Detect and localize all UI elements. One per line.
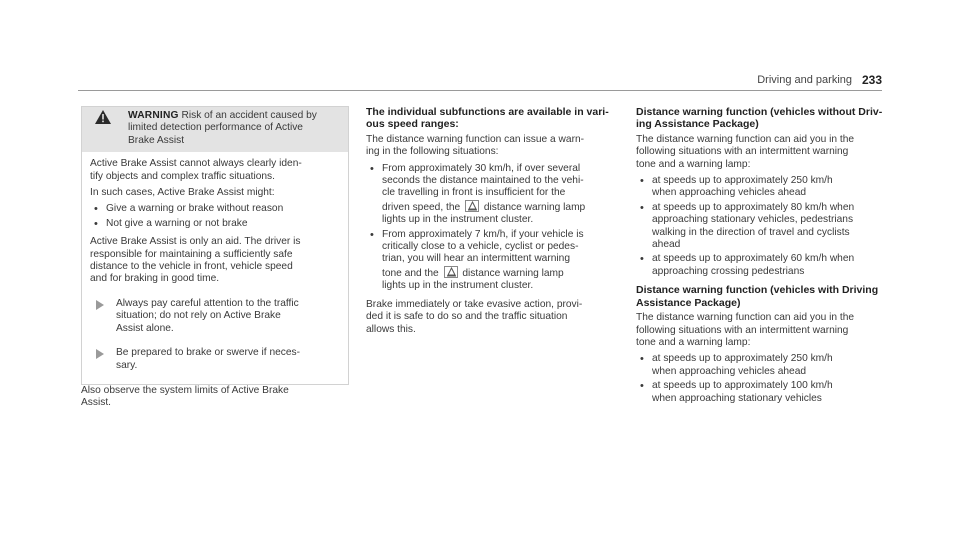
page-number: 233 bbox=[861, 73, 882, 87]
text-line: Distance warning function (vehicles without Driv- bbox=[636, 106, 883, 118]
text-line: Active Brake Assist cannot always clearly iden- bbox=[90, 158, 302, 170]
column-1 bbox=[81, 106, 349, 414]
text-line: at speeds up to approximately 250 km/h bbox=[652, 353, 833, 365]
text-line: Active Brake Assist is only an aid. The driver is bbox=[90, 236, 301, 248]
warning-paragraph bbox=[90, 158, 340, 183]
text-line: at speeds up to approximately 60 km/h when bbox=[652, 253, 855, 265]
text-line: when approaching stationary vehicles bbox=[652, 392, 822, 404]
system-limits-note bbox=[81, 385, 349, 410]
warning-bullet-list bbox=[90, 203, 340, 230]
text-line: lights up in the instrument cluster. bbox=[382, 280, 534, 292]
text-line: ing Assistance Package) bbox=[636, 118, 759, 131]
intro-paragraph bbox=[636, 312, 894, 349]
list-item bbox=[636, 380, 894, 405]
text-line: From approximately 30 km/h, if over several bbox=[382, 162, 581, 174]
arrow-right-icon bbox=[96, 349, 104, 359]
arrow-right-icon bbox=[96, 300, 104, 310]
text-line: distance warning lamp bbox=[483, 201, 586, 213]
warning-paragraph bbox=[90, 236, 340, 286]
text-line: following situations with an intermittent warning bbox=[636, 146, 849, 158]
warning-header bbox=[82, 107, 348, 152]
text-line: distance warning lamp bbox=[462, 267, 564, 279]
warning-label: WARNING bbox=[128, 110, 179, 121]
column-2 bbox=[366, 106, 624, 340]
subfunctions-heading bbox=[366, 106, 624, 131]
section-heading bbox=[636, 106, 894, 131]
text-line: Distance warning function (vehicles with Driving bbox=[636, 284, 879, 297]
text-line: following situations with an intermittent warning bbox=[636, 324, 849, 336]
text-line: walking in the direction of travel and cyclists bbox=[652, 226, 850, 238]
warning-box bbox=[81, 106, 349, 385]
text-line: Be prepared to brake or swerve if neces- bbox=[116, 347, 301, 359]
list-item bbox=[636, 202, 894, 252]
list-item bbox=[636, 175, 894, 200]
text-line: sary. bbox=[116, 359, 138, 371]
text-line: The individual subfunctions are available in vari- bbox=[366, 106, 609, 118]
text-line: cle travelling in front is insufficient for the bbox=[382, 187, 566, 199]
text-line: tone and a warning lamp: bbox=[636, 158, 751, 170]
text-line: at speeds up to approximately 250 km/h bbox=[652, 175, 833, 187]
text-line: ahead bbox=[652, 239, 681, 251]
text-line: Assist alone. bbox=[116, 322, 174, 334]
text-line: ous speed ranges: bbox=[366, 118, 459, 131]
text-line: at speeds up to approximately 100 km/h bbox=[652, 380, 833, 392]
action-step bbox=[90, 347, 340, 372]
text-line: responsible for maintaining a sufficiently safe bbox=[90, 248, 293, 260]
text-line: Always pay careful attention to the traffic bbox=[116, 297, 299, 309]
action-step bbox=[90, 298, 340, 335]
text-line: driven speed, the bbox=[382, 201, 461, 213]
text-line: Assist. bbox=[81, 397, 112, 409]
text-line: distance to the vehicle in front, vehicle speed bbox=[90, 261, 293, 273]
speed-bullet-list bbox=[366, 163, 624, 293]
text-line: allows this. bbox=[366, 323, 416, 335]
text-line: situation; do not rely on Active Brake bbox=[116, 310, 281, 322]
text-line: ing in the following situations: bbox=[366, 146, 499, 158]
text-line: Also observe the system limits of Active Brake bbox=[81, 384, 289, 396]
warning-triangle-icon bbox=[94, 109, 112, 125]
intro-paragraph bbox=[636, 134, 894, 171]
text-line: at speeds up to approximately 80 km/h when bbox=[652, 201, 855, 213]
text-line: when approaching vehicles ahead bbox=[652, 365, 807, 377]
outro-paragraph bbox=[366, 299, 624, 336]
warning-title-line: Risk of an accident caused by bbox=[181, 110, 317, 121]
text-line: tone and a warning lamp: bbox=[636, 336, 751, 348]
column-3 bbox=[636, 106, 894, 411]
intro-paragraph bbox=[366, 134, 624, 159]
list-item bbox=[366, 163, 624, 227]
text-line: approaching crossing pedestrians bbox=[652, 265, 805, 277]
list-item: • Give a warning or brake without reason bbox=[90, 203, 340, 215]
list-item bbox=[636, 253, 894, 278]
text-line: tify objects and complex traffic situations. bbox=[90, 170, 275, 182]
warning-title-line: limited detection performance of Active bbox=[128, 122, 303, 134]
page-header bbox=[78, 74, 882, 91]
text-line: From approximately 7 km/h, if your vehicle is bbox=[382, 228, 584, 240]
text-line: The distance warning function can aid you in the bbox=[636, 312, 855, 324]
section-title: Driving and parking bbox=[757, 74, 852, 86]
text-line: trian, you will hear an intermittent warning bbox=[382, 253, 570, 265]
text-line: seconds the distance maintained to the vehi- bbox=[382, 175, 584, 187]
text-line: tone and the bbox=[382, 267, 439, 279]
speed-bullet-list bbox=[636, 353, 894, 405]
warning-body bbox=[82, 152, 348, 384]
list-item bbox=[366, 229, 624, 293]
text-line: lights up in the instrument cluster. bbox=[382, 214, 534, 226]
list-item bbox=[636, 353, 894, 378]
text-line: and for braking in good time. bbox=[90, 273, 220, 285]
distance-warning-lamp-icon bbox=[444, 266, 458, 278]
warning-title-line: Brake Assist bbox=[128, 134, 185, 146]
speed-bullet-list bbox=[636, 175, 894, 278]
distance-warning-lamp-icon bbox=[465, 200, 479, 212]
warning-paragraph: In such cases, Active Brake Assist might: bbox=[90, 187, 275, 199]
list-item: • Not give a warning or not brake bbox=[90, 218, 340, 230]
text-line: Assistance Package) bbox=[636, 296, 741, 309]
text-line: The distance warning function can aid you in the bbox=[636, 133, 855, 145]
text-line: critically close to a vehicle, cyclist or pedes- bbox=[382, 241, 579, 253]
section-heading bbox=[636, 284, 894, 309]
text-line: Brake immediately or take evasive action, provi- bbox=[366, 298, 583, 310]
text-line: ded it is safe to do so and the traffic situation bbox=[366, 311, 568, 323]
text-line: approaching stationary vehicles, pedestrians bbox=[652, 214, 854, 226]
text-line: when approaching vehicles ahead bbox=[652, 187, 807, 199]
text-line: The distance warning function can issue a warn- bbox=[366, 133, 585, 145]
